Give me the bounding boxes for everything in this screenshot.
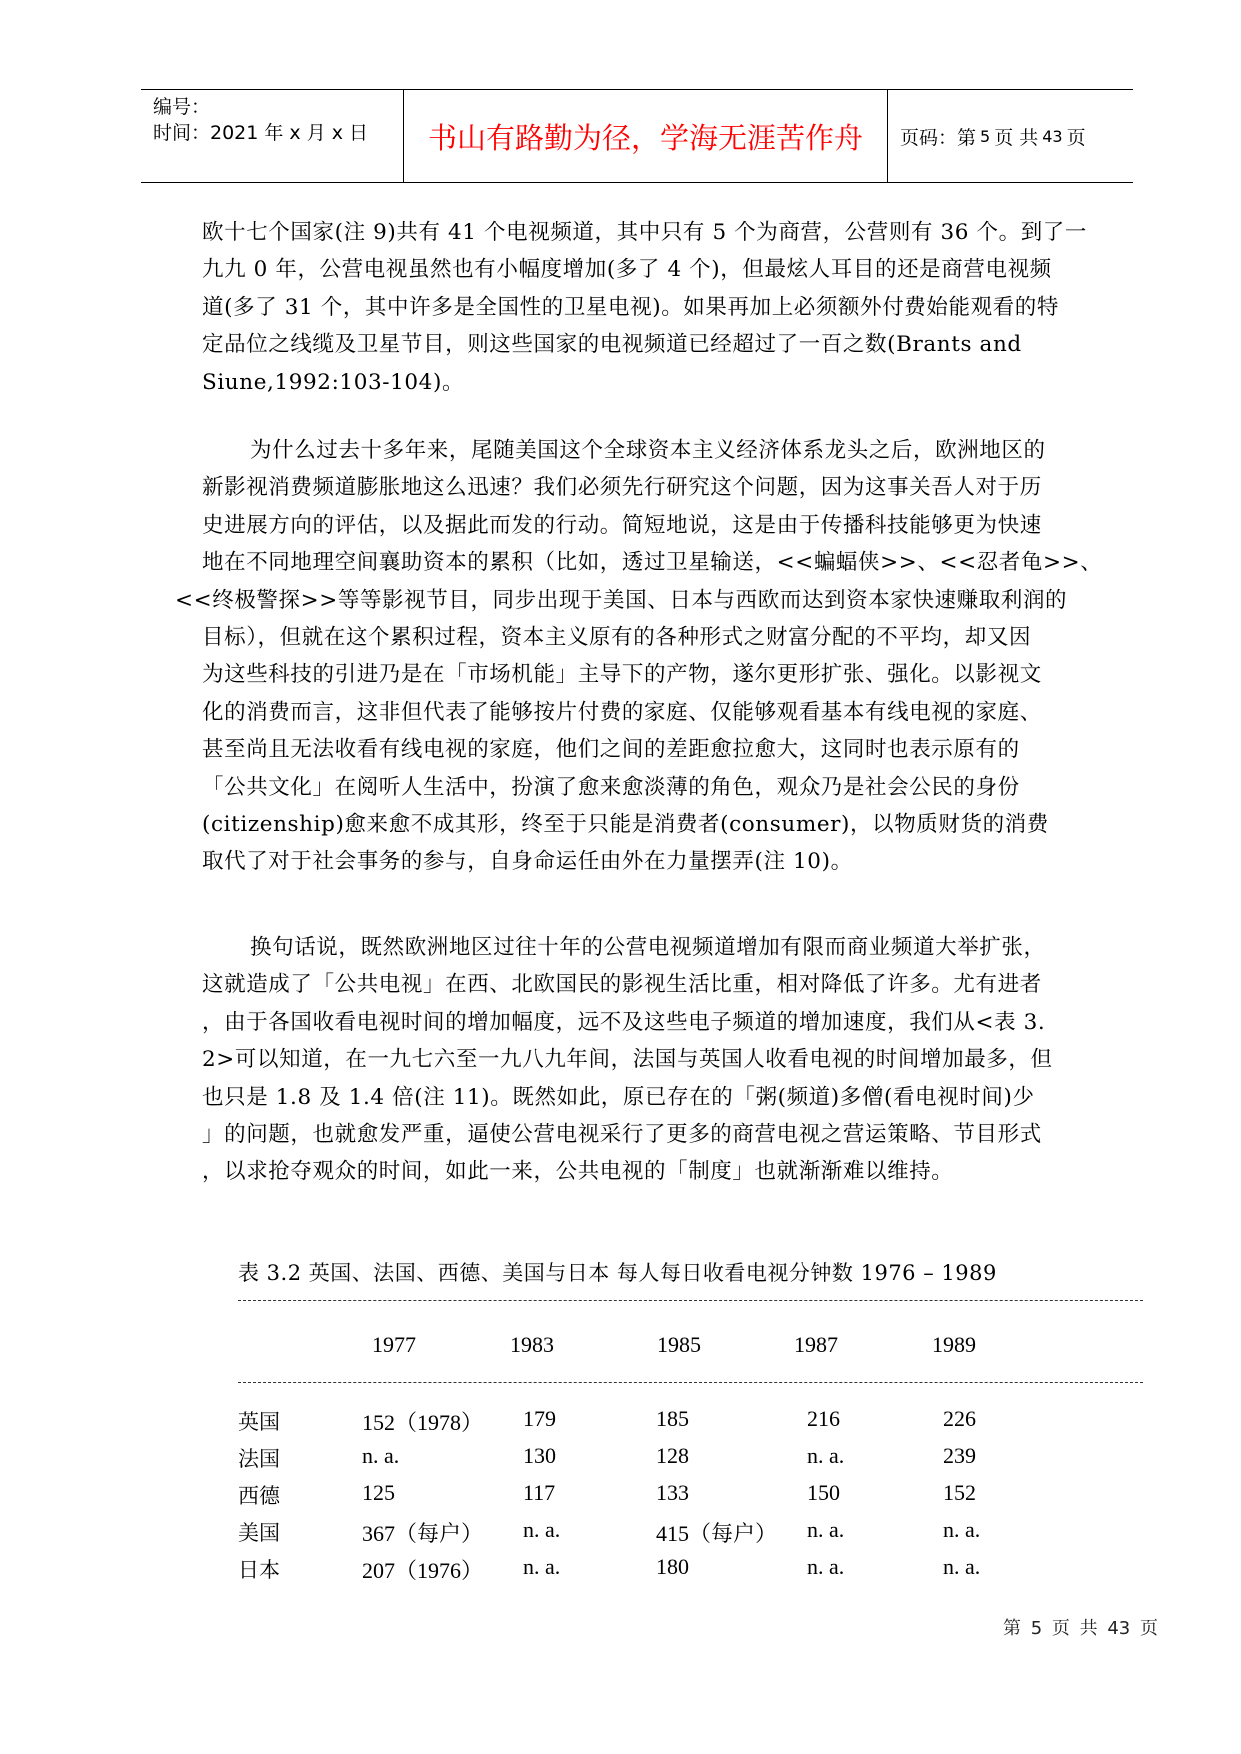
text-line: 为这些科技的引进乃是在「市场机能」主导下的产物，遂尔更形扩张、强化。以影视文 <box>202 662 1042 688</box>
header-page-info <box>888 90 1133 182</box>
page-mid: 页 共 <box>994 126 1039 149</box>
text-line: 取代了对于社会事务的参与，自身命运任由外在力量摆弄(注 10)。 <box>202 849 853 875</box>
text-line: 也只是 1.8 及 1.4 倍(注 11)。既然如此，原已存在的「粥(频道)多僧(看电视时间)少 <box>202 1084 1035 1110</box>
header-motto: 书山有路勤为径，学海无涯苦作舟 <box>404 90 888 182</box>
text-line: 目标），但就在这个累积过程，资本主义原有的各种形式之财富分配的不平均，却又因 <box>202 624 1032 650</box>
paragraph-3 <box>202 929 1162 1191</box>
page-prefix: 页码：第 <box>900 126 977 149</box>
text-line: 为什么过去十多年来，尾随美国这个全球资本主义经济体系龙头之后，欧洲地区的 <box>250 438 1046 463</box>
page-total: 43 <box>1042 126 1063 146</box>
table-cell: 133 <box>656 1480 689 1505</box>
table-cell: 179 <box>523 1406 556 1431</box>
table-cell: 152 <box>943 1480 976 1505</box>
text-line: 定品位之线缆及卫星节目，则这些国家的电视频道已经超过了一百之数(Brants and <box>202 332 1022 358</box>
table-cell: 130 <box>523 1443 556 1468</box>
table-cell: n. a. <box>943 1554 981 1579</box>
text-line: 化的消费而言，这非但代表了能够按片付费的家庭、仅能够观看基本有线电视的家庭、 <box>202 699 1042 725</box>
paragraph-2 <box>175 432 1162 881</box>
row-label: 西德 <box>238 1484 280 1508</box>
serial-number-label: 编号： <box>153 96 211 118</box>
text-line: 「公共文化」在阅听人生活中，扮演了愈来愈淡薄的角色，观众乃是社会公民的身份 <box>202 774 1020 800</box>
table-cell: 239 <box>943 1443 976 1468</box>
table-top-rule <box>238 1300 1143 1301</box>
text-line: 」的问题，也就愈发严重，逼使公营电视采行了更多的商营电视之营运策略、节目形式 <box>202 1121 1042 1147</box>
row-label: 日本 <box>238 1558 280 1582</box>
table-cell: 152（1978） <box>362 1410 484 1435</box>
page-current: 5 <box>980 126 991 146</box>
table-cell: n. a. <box>523 1554 561 1579</box>
page-footer: 第 5 页 共 43 页 <box>1003 1618 1158 1639</box>
table-cell: 226 <box>943 1406 976 1431</box>
header-meta <box>141 90 404 182</box>
text-line: 换句话说，既然欧洲地区过往十年的公营电视频道增加有限而商业频道大举扩张， <box>250 935 1046 960</box>
text-line: 这就造成了「公共电视」在西、北欧国民的影视生活比重，相对降低了许多。尤有进者 <box>202 972 1042 998</box>
date-label: 时间：2021 年 x 月 x 日 <box>153 122 369 144</box>
text-line: ，由于各国收看电视时间的增加幅度，远不及这些电子频道的增加速度，我们从<表 3. <box>202 1009 1046 1035</box>
text-line: 史进展方向的评估，以及据此而发的行动。简短地说，这是由于传播科技能够更为快速 <box>202 512 1042 538</box>
text-line: 九九 0 年，公营电视虽然也有小幅度增加(多了 4 个)，但最炫人耳目的还是商营电视频 <box>202 257 1052 283</box>
text-line: <<终极警探>>等等影视节目，同步出现于美国、日本与西欧而达到资本家快速赚取利润的 <box>175 587 1068 613</box>
table-cell: 180 <box>656 1554 689 1579</box>
table-header-rule <box>238 1382 1143 1383</box>
table-cell: 128 <box>656 1443 689 1468</box>
text-line: 甚至尚且无法收看有线电视的家庭，他们之间的差距愈拉愈大，这同时也表示原有的 <box>202 737 1020 763</box>
text-line: 2>可以知道，在一九七六至一九八九年间，法国与英国人收看电视的时间增加最多，但 <box>202 1047 1053 1073</box>
text-line: 欧十七个国家(注 9)共有 41 个电视频道，其中只有 5 个为商营，公营则有 36 个。到了一 <box>202 220 1087 245</box>
column-header: 1989 <box>932 1332 976 1357</box>
page-suffix: 页 <box>1066 126 1086 149</box>
table-cell: n. a. <box>807 1554 845 1579</box>
page-header <box>141 89 1133 183</box>
table-cell: n. a. <box>807 1443 845 1468</box>
row-label: 法国 <box>238 1447 280 1471</box>
table-cell: n. a. <box>943 1517 981 1542</box>
column-header: 1987 <box>794 1332 838 1357</box>
table-cell: 185 <box>656 1406 689 1431</box>
table-cell: 117 <box>523 1480 556 1505</box>
text-line: 新影视消费频道膨胀地这么迅速？我们必须先行研究这个问题，因为这事关吾人对于历 <box>202 475 1042 501</box>
table-cell: 415（每户） <box>656 1521 778 1546</box>
text-line: Siune,1992:103-104)。 <box>202 369 465 395</box>
table-cell: n. a. <box>807 1517 845 1542</box>
table-cell: n. a. <box>362 1443 400 1468</box>
table-cell: 367（每户） <box>362 1521 484 1546</box>
text-line: (citizenship)愈来愈不成其形，终至于只能是消费者(consumer)，以物质财货的消费 <box>202 811 1049 837</box>
row-label: 英国 <box>238 1410 280 1434</box>
column-header: 1985 <box>657 1332 701 1357</box>
table-cell: n. a. <box>523 1517 561 1542</box>
column-header: 1983 <box>510 1332 554 1357</box>
paragraph-1 <box>202 214 1162 401</box>
column-header: 1977 <box>372 1332 416 1357</box>
table-cell: 150 <box>807 1480 840 1505</box>
table-cell: 125 <box>362 1480 395 1505</box>
text-line: ，以求抢夺观众的时间，如此一来，公共电视的「制度」也就渐渐难以维持。 <box>202 1159 954 1185</box>
text-line: 道(多了 31 个，其中许多是全国性的卫星电视)。如果再加上必须额外付费始能观看的特 <box>202 294 1060 320</box>
text-line: 地在不同地理空间襄助资本的累积（比如，透过卫星输送，<<蝙蝠侠>>、<<忍者龟>>、 <box>202 550 1103 576</box>
table-cell: 216 <box>807 1406 840 1431</box>
row-label: 美国 <box>238 1521 280 1545</box>
table-cell: 207（1976） <box>362 1558 484 1583</box>
table-caption: 表 3.2 英国、法国、西德、美国与日本 每人每日收看电视分钟数 1976 – 1989 <box>238 1261 997 1285</box>
